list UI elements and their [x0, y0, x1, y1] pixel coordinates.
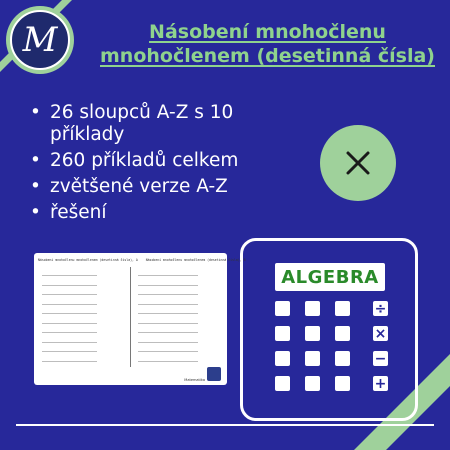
page-title — [95, 20, 440, 68]
calculator-key — [275, 326, 290, 341]
calculator-key — [335, 376, 350, 391]
calculator-key — [335, 351, 350, 366]
calculator-key — [275, 301, 290, 316]
preview-line — [138, 275, 198, 276]
calculator-display: ALGEBRA — [275, 263, 385, 291]
preview-line — [42, 323, 97, 324]
calculator-key — [335, 301, 350, 316]
feature-list — [30, 102, 300, 228]
preview-line — [42, 313, 97, 314]
preview-line — [42, 275, 97, 276]
preview-line — [42, 285, 97, 286]
close-icon[interactable] — [320, 125, 396, 201]
calculator-key — [335, 326, 350, 341]
preview-calculator-icon — [207, 367, 221, 381]
preview-line — [138, 285, 198, 286]
calculator-key — [305, 351, 320, 366]
logo-letter: M — [10, 10, 70, 70]
worksheet-preview — [34, 253, 246, 385]
calculator-operator-key: − — [374, 350, 387, 367]
calculator-key — [275, 376, 290, 391]
preview-line — [42, 342, 97, 343]
calculator-operator-key: ÷ — [374, 300, 387, 317]
preview-divider — [130, 267, 131, 367]
preview-header — [38, 258, 246, 262]
list-item: • zvětšené verze A-Z — [30, 176, 300, 198]
preview-line — [42, 332, 97, 333]
calculator-operator-key: + — [374, 375, 387, 392]
preview-line — [138, 351, 198, 352]
preview-line — [138, 342, 198, 343]
preview-header-right: Násobení mnohočlenu mnohočlenem (desetinná čísla), B — [145, 258, 246, 262]
bottom-divider — [16, 424, 434, 426]
preview-line — [42, 351, 97, 352]
calculator-key — [275, 351, 290, 366]
title-line-2: mnohočlenem (desetinná čísla) — [100, 45, 435, 67]
preview-line — [42, 304, 97, 305]
calculator-key — [305, 376, 320, 391]
preview-footer: Matematika — [184, 378, 205, 382]
preview-line — [138, 361, 198, 362]
preview-line — [138, 294, 198, 295]
calculator-operator-key: × — [374, 325, 387, 342]
preview-line — [42, 294, 97, 295]
preview-line — [138, 323, 198, 324]
list-item: • řešení — [30, 202, 300, 224]
title-line-1: Násobení mnohočlenu — [149, 21, 386, 43]
preview-line — [42, 361, 97, 362]
preview-line — [138, 304, 198, 305]
calculator-key — [305, 301, 320, 316]
preview-header-left: Násobení mnohočlenu mnohočlenem (desetinná čísla), A — [38, 258, 138, 262]
calculator-key — [305, 326, 320, 341]
logo — [6, 6, 74, 74]
calculator-icon — [240, 238, 418, 421]
close-glyph — [344, 149, 372, 177]
preview-line — [138, 313, 198, 314]
list-item: • 26 sloupců A-Z s 10 příklady — [30, 102, 300, 146]
list-item: • 260 příkladů celkem — [30, 150, 300, 172]
preview-line — [138, 332, 198, 333]
